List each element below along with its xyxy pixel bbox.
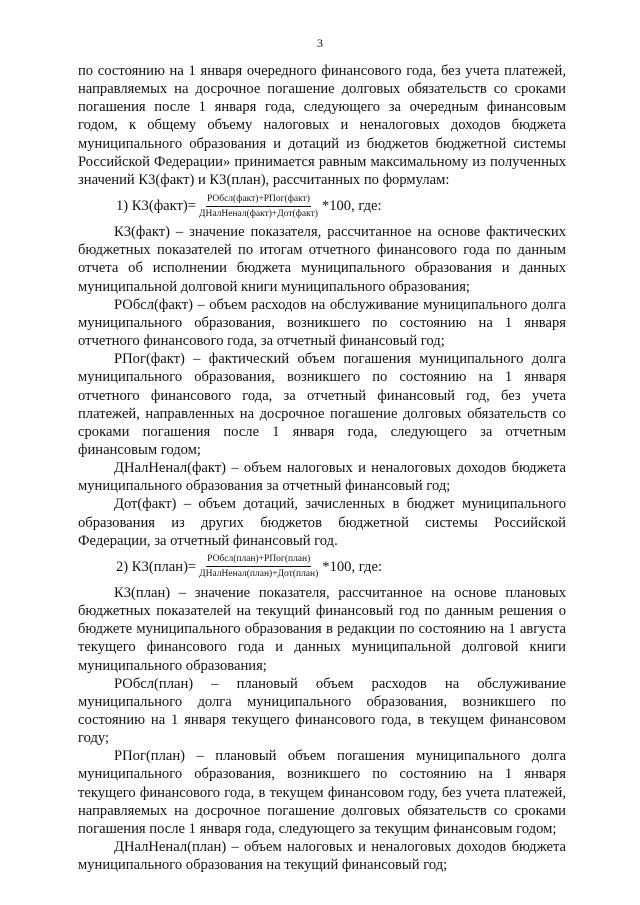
definition-dot-fact: Дот(факт) – объем дотаций, зачисленных в бюджет муниципального образования из других бюджетов бюджетной системы Российской Федерации, за отчетный финансовый год.: [78, 496, 566, 549]
page-number: 3: [317, 36, 323, 50]
definition-rpog-plan: РПог(план) – плановый объем погашения муниципального долга муниципального образования, возникшего по состоянию на 1 января текущего финансового года, в текущем финансовом году, без учета платежей, направляемых на досрочное погашение долговых обязательств со сроками погашения после 1 января года, следующего за текущим финансовым годом;: [78, 748, 566, 837]
definition-robsl-fact: РОбсл(факт) – объем расходов на обслуживание муниципального долга муниципального образования, возникшего по состоянию на 1 января отчетного финансового года, за отчетный финансовый год;: [78, 296, 566, 350]
formula-numerator: РОбсл(факт)+РПог(факт): [206, 193, 311, 207]
formula-prefix: 2) К3(план)=: [116, 558, 197, 575]
document-body: [78, 62, 566, 874]
formula-fraction: [198, 193, 319, 220]
definition-dnalnenal-plan: ДНалНенал(план) – объем налоговых и неналоговых доходов бюджета муниципального образования на текущий финансовый год;: [78, 839, 566, 874]
formula-numerator: РОбсл(план)+РПог(план): [206, 553, 311, 567]
formula-k3-fact: [78, 189, 566, 223]
definition-rpog-fact: РПог(факт) – фактический объем погашения муниципального долга муниципального образования, возникшего по состоянию на 1 января отчетного финансового года, за отчетный финансовый год, без учета платежей, направленных на досрочное погашение долговых обязательств со сроками погашения после 1 января года, следующего за отчетным финансовым годом;: [78, 351, 566, 458]
formula-denominator: ДНалНенал(факт)+Дот(факт): [199, 208, 318, 219]
intro-paragraph: по состоянию на 1 января очередного финансового года, без учета платежей, направляемых на досрочное погашение долговых обязательств со сроками погашения после 1 января года, следующего за очередным финансовым годом, к общему объему налоговых и неналоговых доходов бюджета муниципального образования и дотаций из бюджетов бюджетной системы Российской Федерации» принимается равным максимальному из полученных значений К3(факт) и К3(план), рассчитанных по формулам:: [78, 63, 566, 188]
definition-k3-plan: К3(план) – значение показателя, рассчитанное на основе плановых бюджетных показателей на текущий финансовый год по данным решения о бюджете муниципального образования в редакции по состоянию на 1 августа текущего финансового года и данных муниципальной долговой книги муниципального образования;: [78, 584, 566, 674]
formula-k3-plan: [78, 550, 566, 584]
formula-fraction: [198, 553, 319, 580]
formula-denominator: ДНалНенал(план)+Дот(план): [199, 569, 319, 580]
formula-suffix: *100, где:: [322, 558, 382, 575]
definition-k3-fact: К3(факт) – значение показателя, рассчитанное на основе фактических бюджетных показателей по итогам отчетного финансового года по данным отчета об исполнении бюджета муниципального образования и данных муниципальной долговой книги муниципального образования;: [78, 224, 566, 295]
formula-prefix: 1) К3(факт)=: [116, 198, 196, 215]
formula-suffix: *100, где:: [321, 198, 382, 215]
definition-robsl-plan: РОбсл(план) – плановый объем расходов на обслуживание муниципального долга муниципального образования, возникшего по состоянию на 1 января текущего финансового года, в текущем финансовом году;: [78, 675, 566, 747]
definition-dnalnenal-fact: ДНалНенал(факт) – объем налоговых и неналоговых доходов бюджета муниципального образования за отчетный финансовый год;: [78, 460, 566, 495]
